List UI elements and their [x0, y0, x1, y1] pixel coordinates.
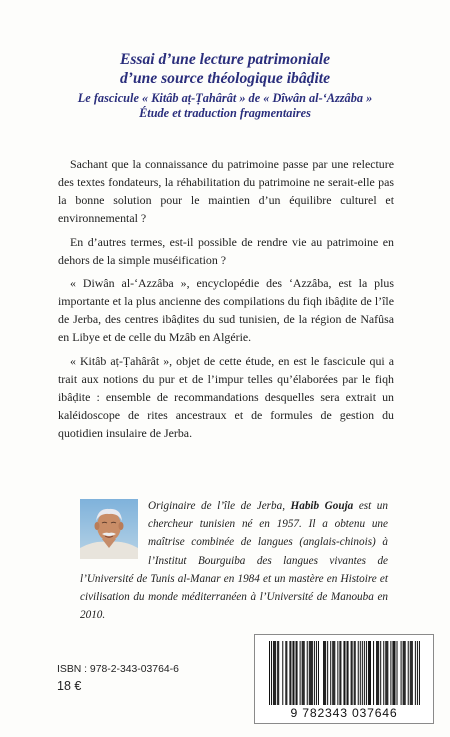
barcode-bar	[296, 641, 297, 705]
barcode-bar	[415, 641, 416, 705]
abstract-paragraph-4: « Kitâb aṭ-Ṭahârât », objet de cette étude, en est le fascicule qui a trait aux notions du pur et de l’impur telles qu’élaborées par le fiqh ibâḍite : ensemble de recommandations desquelles sera extrait un kaléidoscope de rites ancestraux et de formules de gestion du quotidien insulaire de Jerba.	[58, 353, 394, 441]
barcode-bar	[370, 641, 371, 705]
barcode-bar	[286, 641, 287, 705]
barcode-bar	[277, 641, 278, 705]
barcode-bar	[300, 641, 301, 705]
abstract-paragraph-2: En d’autres termes, est-il possible de rendre vie au patrimoine en dehors de la simple muséification ?	[58, 234, 394, 267]
barcode-bar	[290, 641, 291, 705]
barcode-bar	[408, 641, 409, 705]
barcode-bar	[380, 641, 381, 705]
barcode-bar	[364, 641, 365, 705]
barcode-bar	[278, 641, 279, 705]
barcode-bar	[303, 641, 304, 705]
barcode-bar	[347, 641, 348, 705]
barcode-bar	[411, 641, 412, 705]
barcode-bar	[385, 641, 386, 705]
barcode-bar	[292, 641, 293, 705]
barcode-bar	[410, 641, 411, 705]
barcode-bar	[390, 641, 391, 705]
barcode-bar	[297, 641, 298, 705]
barcode-bar	[332, 641, 333, 705]
barcode-bar	[362, 641, 363, 705]
barcode-bar	[307, 641, 308, 705]
main-title	[20, 50, 430, 88]
barcode	[254, 634, 434, 724]
barcode-bar	[323, 641, 324, 705]
main-title-line-2: d’une source théologique ibâḍite	[119, 70, 331, 87]
barcode-bar	[324, 641, 325, 705]
barcode-bar	[343, 641, 344, 705]
barcode-bar	[339, 641, 340, 705]
barcode-bar	[354, 641, 355, 705]
barcode-bar	[383, 641, 384, 705]
barcode-bar	[327, 641, 328, 705]
barcode-bar	[405, 641, 406, 705]
barcode-digits: 9 782343 037646	[290, 706, 398, 720]
barcode-bar	[304, 641, 305, 705]
subtitle-line-2: Étude et traduction fragmentaires	[139, 106, 311, 120]
barcode-bar	[325, 641, 326, 705]
author-name: Habib Gouja	[290, 500, 354, 512]
barcode-bar	[369, 641, 370, 705]
barcode-bar	[337, 641, 338, 705]
barcode-bar	[376, 641, 377, 705]
barcode-bar	[310, 641, 311, 705]
barcode-bar	[401, 641, 402, 705]
author-photo	[80, 499, 138, 559]
barcode-bar	[348, 641, 349, 705]
price: 18 €	[57, 679, 82, 693]
barcode-bar	[282, 641, 283, 705]
barcode-bar	[275, 641, 276, 705]
barcode-bar	[316, 641, 317, 705]
barcode-bar	[340, 641, 341, 705]
abstract-paragraph-1: Sachant que la connaissance du patrimoine passe par une relecture des textes fondateurs, la réhabilitation du patrimoine ne serait-elle pas la bonne solution pour le maintien d’un équilibre culturel et environnemental ?	[58, 157, 394, 226]
barcode-bar	[378, 641, 379, 705]
barcode-graphic	[255, 635, 433, 723]
barcode-bar	[352, 641, 353, 705]
barcode-bar	[368, 641, 369, 705]
barcode-bar	[373, 641, 374, 705]
barcode-bar	[312, 641, 313, 705]
barcode-bar	[330, 641, 331, 705]
barcode-bar	[412, 641, 413, 705]
barcode-bar	[393, 641, 394, 705]
barcode-bar	[318, 641, 319, 705]
barcode-bar	[417, 641, 418, 705]
author-bio-text: est un chercheur tunisien né en 1957. Il a obtenu une maîtrise combinée de langues (anglais-chinois) à l’Institut Bourguiba des langues vivantes de l’Université de Tunis al-Manar en 1984 et un mastère en Histoire et civilisation du monde méditerranéen à l’Université de Manouba en 2010.	[80, 500, 388, 622]
barcode-bar	[302, 641, 303, 705]
barcode-bar	[366, 641, 367, 705]
main-title-line-1: Essai d’une lecture patrimoniale	[119, 51, 331, 68]
barcode-bar	[403, 641, 404, 705]
author-bio-intro: Originaire de l’île de Jerba,	[148, 500, 291, 512]
barcode-bar	[392, 641, 393, 705]
barcode-bar	[355, 641, 356, 705]
subtitle	[20, 91, 430, 121]
barcode-bar	[314, 641, 315, 705]
barcode-bar	[274, 641, 275, 705]
subtitle-line-1: Le fascicule « Kitâb aṭ-Ṭahârât » de « Dîwân al-ʻAzzâba »	[77, 91, 373, 105]
barcode-bar	[387, 641, 388, 705]
barcode-bar	[271, 641, 272, 705]
barcode-bar	[289, 641, 290, 705]
barcode-bar	[351, 641, 352, 705]
author-bio	[80, 497, 388, 624]
barcode-bar	[394, 641, 395, 705]
barcode-bar	[419, 641, 420, 705]
barcode-bar	[293, 641, 294, 705]
barcode-bar	[333, 641, 334, 705]
barcode-bar	[397, 641, 398, 705]
barcode-bar	[377, 641, 378, 705]
barcode-bar	[360, 641, 361, 705]
barcode-bar	[285, 641, 286, 705]
barcode-bar	[311, 641, 312, 705]
barcode-bar	[334, 641, 335, 705]
title-block	[20, 50, 430, 121]
back-cover-abstract	[58, 155, 394, 447]
barcode-bar	[344, 641, 345, 705]
barcode-bar	[269, 641, 270, 705]
barcode-bar	[404, 641, 405, 705]
author-portrait-image	[80, 499, 138, 559]
barcode-bar	[273, 641, 274, 705]
barcode-bar	[386, 641, 387, 705]
barcode-bar	[358, 641, 359, 705]
isbn: ISBN : 978-2-343-03764-6	[57, 664, 179, 675]
abstract-paragraph-3: « Diwân al-ʻAzzâba », encyclopédie des ʻAzzâba, est la plus importante et la plus ancienne des compilations du fiqh ibâḍite de l’île de Jerba, des centres ibâḍites du sud tunisien, de la région de Nafûsa en Libye et de celle du Mzâb en Algérie.	[58, 275, 394, 345]
barcode-bar	[309, 641, 310, 705]
